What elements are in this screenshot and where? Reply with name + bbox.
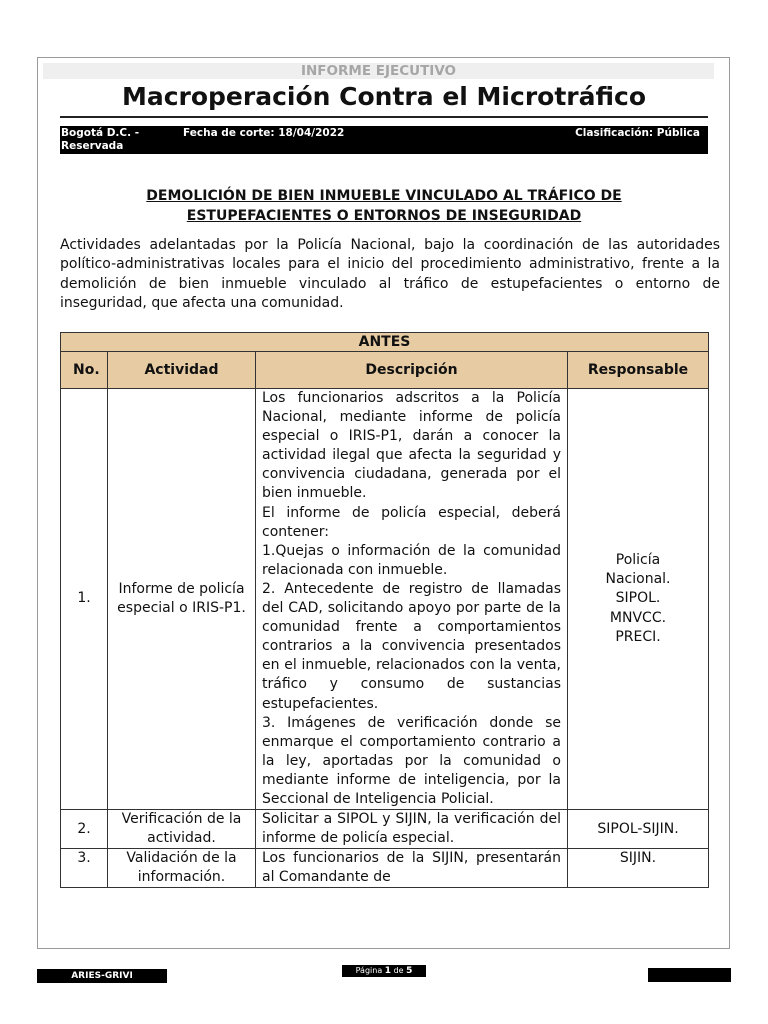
row-description: Solicitar a SIPOL y SIJIN, la verificación del informe de policía especial.	[256, 810, 568, 849]
column-header-activity: Actividad	[108, 352, 256, 389]
table-row	[61, 389, 709, 810]
table-row	[61, 849, 709, 888]
table-header-row	[61, 352, 709, 389]
row-activity: Informe de policía especial o IRIS-P1.	[108, 389, 256, 810]
row-description: Los funcionarios de la SIJIN, presentarán al Comandante de	[256, 849, 568, 888]
page-word: Página	[355, 966, 383, 975]
row-responsible: Policía Nacional. SIPOL. MNVCC. PRECI.	[568, 389, 709, 810]
section-heading-line2: ESTUPEFACIENTES O ENTORNOS DE INSEGURIDAD	[186, 208, 582, 224]
meta-cutoff-date: Fecha de corte: 18/04/2022	[183, 127, 345, 139]
table-band-antes: ANTES	[61, 333, 709, 352]
footer-code: ARIES-GRIVI	[37, 969, 167, 983]
row-activity: Validación de la información.	[108, 849, 256, 888]
column-header-no: No.	[61, 352, 108, 389]
section-heading-line1: DEMOLICIÓN DE BIEN INMUEBLE VINCULADO AL TRÁFICO DE	[146, 188, 622, 204]
page-total: 5	[406, 966, 413, 976]
meta-city: Bogotá D.C. -Reservada	[61, 127, 140, 152]
page-current: 1	[384, 966, 392, 976]
row-activity: Verificación de la actividad.	[108, 810, 256, 849]
report-kicker: INFORME EJECUTIVO	[43, 63, 714, 79]
intro-paragraph: Actividades adelantadas por la Policía Nacional, bajo la coordinación de las autoridades político-administrativas locales para el inicio del procedimiento administrativo, frente a la demolición de bien inmueble vinculado al tráfico de estupefacientes o entorno de inseguridad, que afecta una comunidad.	[60, 237, 720, 311]
row-number: 1.	[61, 389, 108, 810]
page-of: de	[393, 966, 404, 975]
meta-bar	[60, 126, 708, 154]
row-number: 3.	[61, 849, 108, 888]
meta-classification: Clasificación: Pública	[575, 127, 700, 139]
title-divider	[60, 116, 708, 118]
row-responsible: SIJIN.	[568, 849, 709, 888]
column-header-description: Descripción	[256, 352, 568, 389]
activities-table	[60, 332, 709, 888]
page-title: Macroperación Contra el Microtráfico	[121, 82, 647, 111]
table-row	[61, 810, 709, 849]
page-number	[342, 965, 426, 977]
footer-bar	[648, 968, 731, 982]
section-heading	[60, 186, 708, 226]
row-responsible: SIPOL-SIJIN.	[568, 810, 709, 849]
row-number: 2.	[61, 810, 108, 849]
row-description: Los funcionarios adscritos a la Policía Nacional, mediante informe de policía especial o IRIS-P1, darán a conocer la actividad ilegal que afecta la seguridad y convivencia ciudadana, generada por el bien inmueble. El informe de policía especial, deberá contener: 1.Quejas o información de la comunidad relacionada con inmueble. 2. Antecedente de registro de llamadas del CAD, solicitando apoyo por parte de la comunidad frente a comportamientos contrarios a la convivencia presentados en el inmueble, relacionados con la venta, tráfico y consumo de sustancias estupefacientes. 3. Imágenes de verificación donde se enmarque el comportamiento contrario a la ley, aportadas por la comunidad o mediante informe de inteligencia, por la Seccional de Inteligencia Policial.	[256, 389, 568, 810]
column-header-responsible: Responsable	[568, 352, 709, 389]
